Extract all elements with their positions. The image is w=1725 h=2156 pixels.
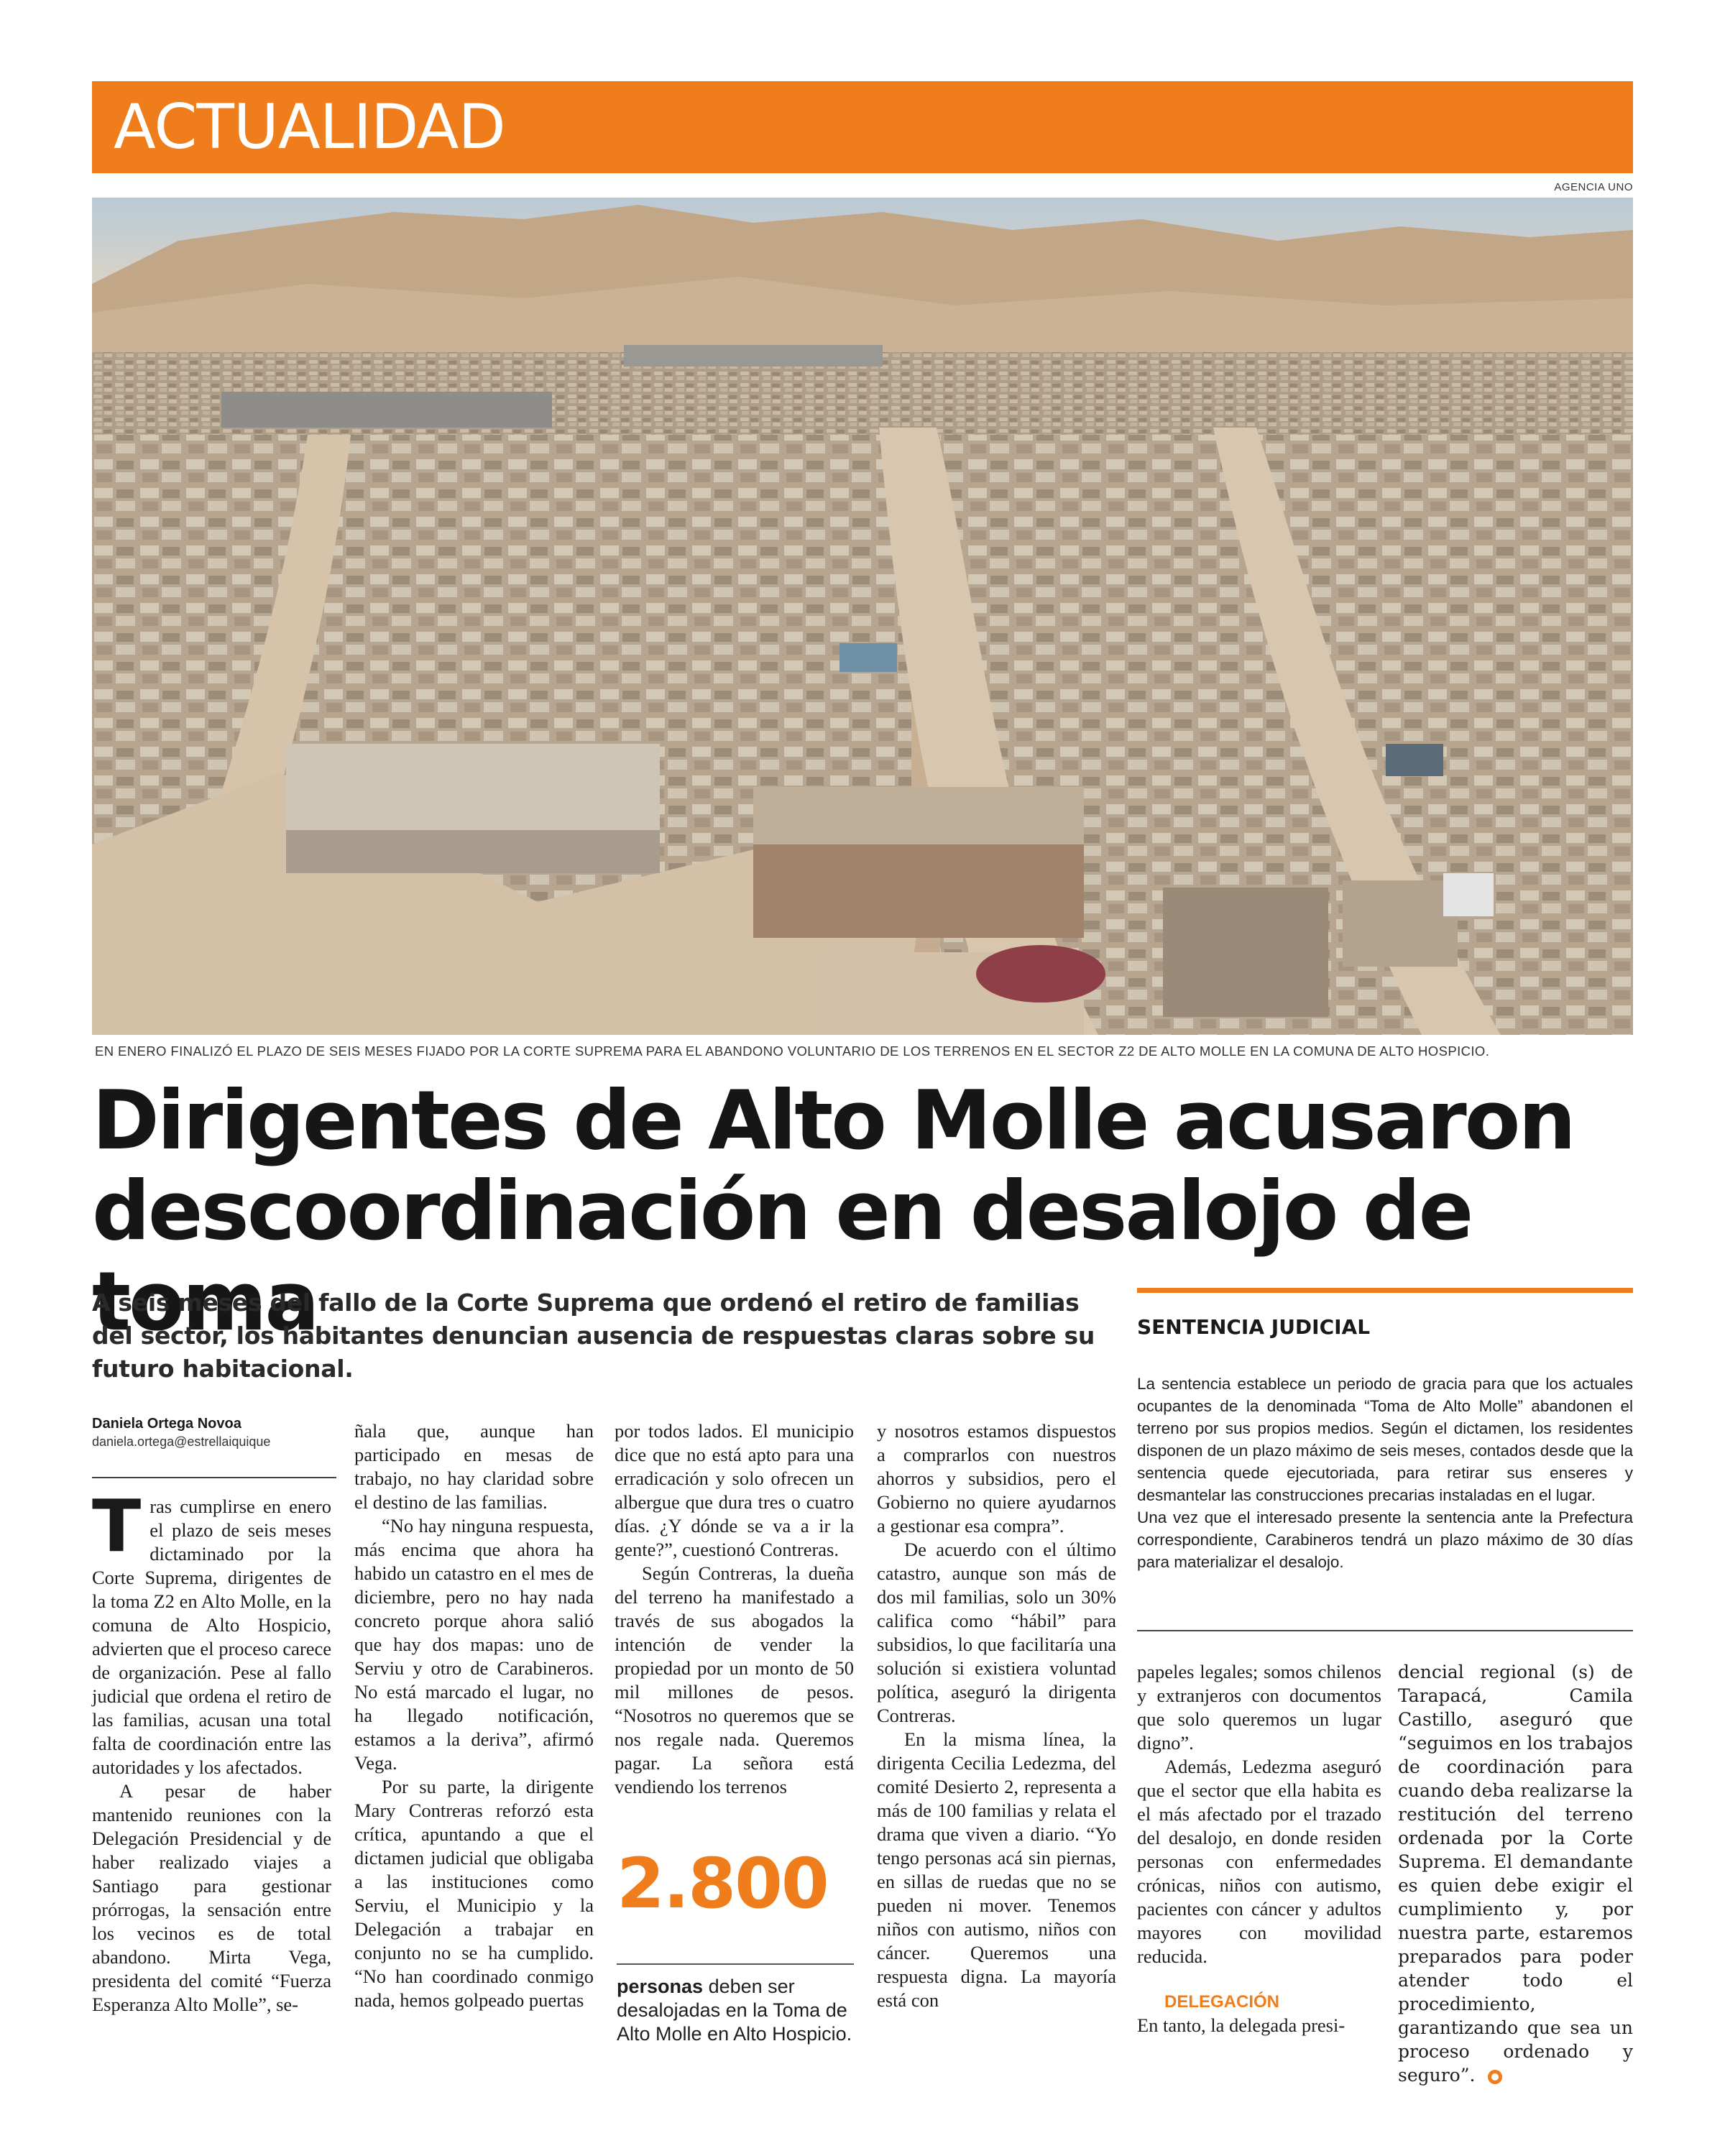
body-column-3 — [615, 1419, 854, 1799]
paragraph: Además, Ledezma aseguró que el sector que ella habita es el más afectado por el trazado del desalojo, en donde residen personas con enfermedades crónicas, niños con autismo, pacientes con cáncer y adultos mayores con movilidad reducida. — [1137, 1756, 1381, 1967]
paragraph: por todos lados. El municipio dice que no está apto para una erradicación y solo ofrecen un albergue que dura tres o cuatro días. ¿Y dónde se va a ir la gente?”, cuestionó Contreras. — [615, 1420, 854, 1560]
body-column-6 — [1398, 1660, 1633, 2087]
photo-caption: EN ENERO FINALIZÓ EL PLAZO DE SEIS MESES FIJADO POR LA CORTE SUPREMA PARA EL ABANDONO VOLUNTARIO DE LOS TERRENOS EN EL SECTOR Z2 DE ALTO MOLLE EN LA COMUNA DE ALTO HOSPICIO. — [95, 1044, 1490, 1059]
section-band — [92, 81, 1633, 173]
stat-number: 2.800 — [617, 1843, 828, 1924]
deck: A seis meses del fallo de la Corte Suprema que ordenó el retiro de familias del sector, los habitantes denuncian ausencia de respuestas claras sobre su futuro habitacional. — [92, 1289, 1095, 1383]
stat-description: personas deben ser desalojadas en la Toma de Alto Molle en Alto Hospicio. — [617, 1976, 852, 2045]
paragraph: De acuerdo con el último catastro, aunque son más de dos mil familias, solo un 30% califica como “hábil” para subsidios, lo que facilitaría una solución si existiera voluntad política, aseguró la dirigenta Contreras. — [877, 1539, 1116, 1726]
paragraph: “No hay ninguna respuesta, más encima que ahora ha habido un catastro en el mes de diciembre, pero no hay nada concreto porque ahora salió que hay dos mapas: uno de Serviu y otro de Carabineros. No está marcado el lugar, no ha llegado notificación, estamos a la deriva”, afirmó Vega. — [354, 1515, 594, 1774]
sidebar-accent-rule — [1137, 1288, 1633, 1293]
headline-line-1: Dirigentes de Alto Molle acusaron — [92, 1073, 1574, 1168]
author-email[interactable]: daniela.ortega@estrellaiquique — [92, 1434, 271, 1449]
byline-divider — [92, 1477, 336, 1478]
paragraph: papeles legales; somos chilenos y extranjeros con documentos que solo queremos un lugar digno”. — [1137, 1661, 1381, 1754]
paragraph: Tras cumplirse en enero el plazo de seis meses dictaminado por la Corte Suprema, dirigentes de la toma Z2 en Alto Molle, en la comuna de Alto Hospicio, advierten que el proceso carece de organización. Pese al fallo judicial que ordena el retiro de las familias, acusan una total falta de coordinación entre las autoridades y los afectados. — [92, 1484, 331, 1778]
headline-line-2: descoordinación en desalojo de toma — [92, 1164, 1472, 1349]
stat-divider — [617, 1963, 854, 1965]
drop-cap: T — [92, 1484, 142, 1568]
byline — [92, 1414, 365, 1450]
subhead-delegacion: DELEGACIÓN — [1164, 1992, 1280, 2012]
sidebar-paragraph: Una vez que el interesado presente la sentencia ante la Prefectura correspondiente, Carabineros tendrá un plazo máximo de 30 días para materializar el desalojo. — [1137, 1508, 1633, 1571]
sidebar-divider — [1137, 1630, 1633, 1631]
main-photo — [92, 198, 1633, 1035]
paragraph: Según Contreras, la dueña del terreno ha manifestado a través de sus abogados la intención de vender la propiedad por un monto de 50 mil millones de pesos. “Nosotros no queremos que se nos regale nada. Queremos pagar. La señora está vendiendo los terrenos — [615, 1562, 854, 1797]
paragraph: En la misma línea, la dirigenta Cecilia Ledezma, del comité Desierto 2, representa a más de 100 familias y relata el drama que viven a diario. “Yo tengo personas acá sin piernas, en sillas de ruedas que no se pueden ni mover. Tenemos niños con autismo, niños con cáncer. Queremos una respuesta digna. La mayoría está con — [877, 1728, 1116, 2011]
sidebar-paragraph: La sentencia establece un periodo de gracia para que los actuales ocupantes de la denominada “Toma de Alto Molle” abandonen el terreno por sus propios medios. Según el dictamen, los residentes disponen de un plazo máximo de seis meses, contados desde que la sentencia quede ejecutoriada, para retirar sus enseres y desmantelar las construcciones precarias instaladas en el lugar. — [1137, 1375, 1633, 1504]
paragraph: A pesar de haber mantenido reuniones con la Delegación Presidencial y de haber realizado viajes a Santiago para gestionar prórrogas, la sensación entre los vecinos es de total abandono. Mirta Vega, presidenta del comité “Fuerza Esperanza Alto Molle”, se- — [92, 1780, 331, 2015]
paragraph: En tanto, la delegada presi- — [1137, 2014, 1346, 2036]
body-column-2 — [354, 1419, 594, 2012]
body-column-4 — [877, 1419, 1116, 2012]
author-name: Daniela Ortega Novoa — [92, 1416, 242, 1432]
settlement-photo-illustration — [92, 198, 1633, 1035]
paragraph: Por su parte, la dirigente Mary Contreras reforzó esta crítica, apuntando a que el dictamen judicial que obligaba a las instituciones como Serviu, el Municipio y la Delegación a trabajar en conjunto no se ha cumplido. “No han coordinado conmigo nada, hemos golpeado puertas — [354, 1776, 594, 2011]
sidebar-title: SENTENCIA JUDICIAL — [1137, 1315, 1371, 1339]
body-column-5 — [1137, 1660, 1381, 2037]
body-column-1 — [92, 1484, 331, 2017]
stat-bold: personas — [617, 1976, 704, 1997]
paragraph: dencial regional (s) de Tarapacá, Camila Castillo, aseguró que “seguimos en los trabajos de coordinación para cuando deba realizarse la restitución del terreno ordenada por la Corte Suprema. El demandante es quien debe exigir el cumplimiento y, por nuestra parte, estaremos preparados para poder atender todo el procedimiento, garantizando que sea un proceso ordenado y seguro”. — [1398, 1662, 1633, 2086]
paragraph: ñala que, aunque han participado en mesas de trabajo, no hay claridad sobre el destino de las familias. — [354, 1420, 594, 1513]
paragraph: y nosotros estamos dispuestos a comprarlos con nuestros ahorros y subsidios, pero el Gobierno no quiere ayudarnos a gestionar esa compra”. — [877, 1420, 1116, 1537]
end-of-article-icon — [1488, 2070, 1502, 2084]
section-label: ACTUALIDAD — [114, 91, 505, 163]
photo-credit: AGENCIA UNO — [1554, 181, 1633, 193]
sidebar-body — [1137, 1373, 1633, 1573]
